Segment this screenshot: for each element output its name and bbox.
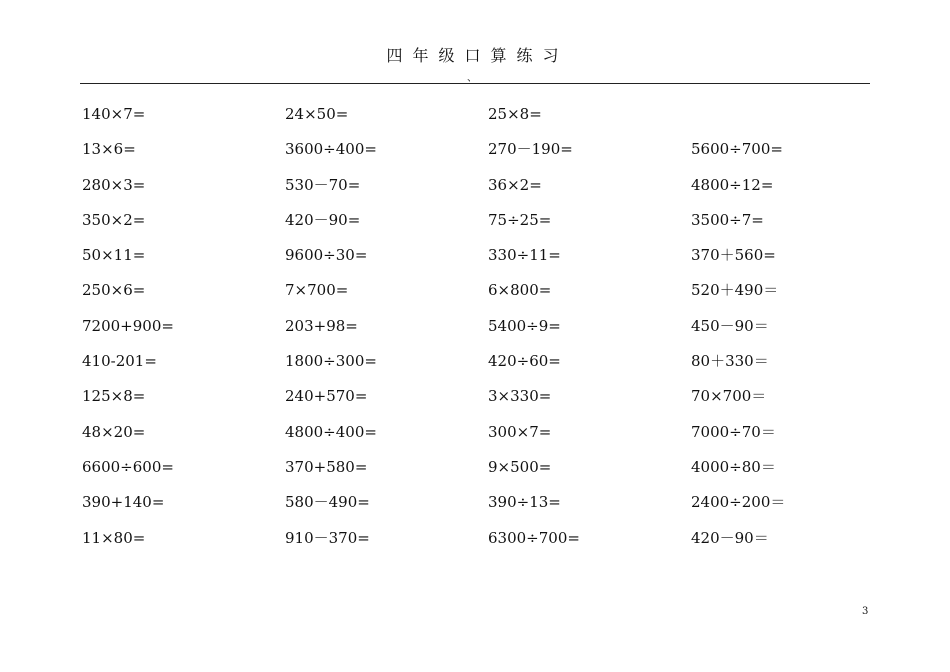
stray-mark: 、: [467, 73, 477, 84]
math-problem: 4800÷12=: [691, 175, 774, 194]
math-problem: 1800÷300=: [285, 352, 377, 371]
math-problem: 580－490=: [285, 493, 370, 512]
math-problem: 50×11=: [82, 246, 146, 265]
math-problem: 4800÷400=: [285, 422, 377, 441]
math-problem: 9×500=: [488, 457, 552, 476]
math-problem: 36×2=: [488, 175, 542, 194]
math-problem: 2400÷200＝: [691, 493, 786, 512]
math-problem: 13×6=: [82, 140, 136, 159]
math-problem: 3500÷7=: [691, 210, 764, 229]
math-problem: 6300÷700=: [488, 528, 580, 547]
math-problem: 203+98=: [285, 316, 358, 335]
math-problem: 3×330=: [488, 387, 552, 406]
math-problem: 5600÷700=: [691, 140, 783, 159]
math-problem: 24×50=: [285, 105, 349, 123]
math-problem: 420－90＝: [691, 528, 769, 547]
math-problem: 420÷60=: [488, 352, 561, 371]
math-problem: 270－190=: [488, 140, 573, 159]
math-problem: 390÷13=: [488, 493, 561, 512]
header-rule: [80, 83, 870, 84]
math-problem: 390+140=: [82, 493, 165, 512]
math-problem: 80＋330＝: [691, 352, 769, 371]
math-problem: 3600÷400=: [285, 140, 377, 159]
math-problem: 7000÷70＝: [691, 422, 776, 441]
math-problem: 5400÷9=: [488, 316, 561, 335]
math-problem: 11×80=: [82, 528, 146, 547]
math-problem: 9600÷30=: [285, 246, 368, 265]
math-problem: 370＋560=: [691, 246, 776, 265]
math-problem: 7200+900=: [82, 316, 174, 335]
math-problem: 370+580=: [285, 457, 368, 476]
math-problem: 4000÷80＝: [691, 457, 776, 476]
math-problem: 6600÷600=: [82, 457, 174, 476]
page-number: 3: [862, 606, 869, 617]
math-problem: 75÷25=: [488, 210, 552, 229]
math-problem: 140×7=: [82, 105, 146, 123]
math-problem: 70×700＝: [691, 387, 767, 406]
math-problem: 530－70=: [285, 175, 361, 194]
math-problem: 450－90＝: [691, 316, 769, 335]
math-problem: 7×700=: [285, 281, 349, 300]
math-problem: [691, 103, 872, 138]
math-problem: 240+570=: [285, 387, 368, 406]
math-problem: 6×800=: [488, 281, 552, 300]
math-problem: 410-201=: [82, 352, 157, 371]
math-problem: 25×8=: [488, 105, 542, 123]
math-problem: 125×8=: [82, 387, 146, 406]
math-problem: 280×3=: [82, 175, 146, 194]
math-problem: 420－90=: [285, 210, 361, 229]
math-problem: 300×7=: [488, 422, 552, 441]
math-problem: 910－370=: [285, 528, 370, 547]
math-problem: 350×2=: [82, 210, 146, 229]
math-problem: 330÷11=: [488, 246, 561, 265]
math-problem: 48×20=: [82, 422, 146, 441]
math-problem: 250×6=: [82, 281, 146, 300]
math-problem: 520＋490＝: [691, 281, 779, 300]
page-title: 四年级口算练习: [386, 46, 569, 65]
problem-grid: [82, 103, 872, 562]
